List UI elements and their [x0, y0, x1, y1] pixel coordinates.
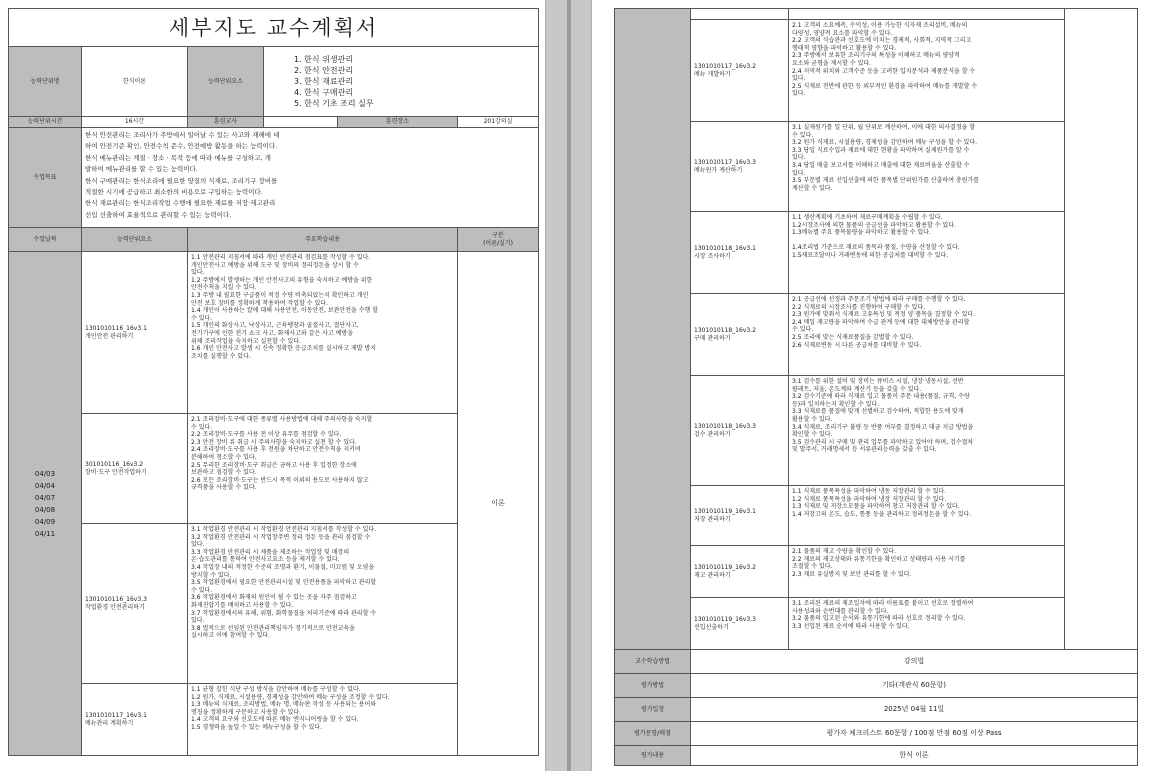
row-content: 3.1 조리된 재료의 제조일자에 따라 이름표를 붙이고 선호로 정렬하여 사용성과와 순번대를 관리할 수 있다. 3.2 물품의 입고된 순서와 유통기한에 따라 선호로 정리할 수 있다. 3.3 선입된 재료 순서에 따라 사용할 수 있다. — [789, 598, 1065, 650]
evaluation-content-value: 한식 이론 — [691, 746, 1138, 766]
document-page-2 — [592, 0, 1155, 771]
row-unit-code — [691, 9, 789, 20]
row-content: 2.1 조리장비·도구에 대한 종류별 사용방법에 대해 주의사항을 숙지할 수 있다. 2.2 조리장비·도구를 사용 전 이상 유무를 점검할 수 있다. 2.3 안전 장비 류 취급 시 주의사항을 숙지하고 실천 할 수 있다. 2.4 조리장비·도구를 사용 후 전원을 차단하고 안전수칙을 지키며 분해하여 청소할 수 있다. 2.5 무리한 조리장비·도구 취급은 금하고 사용 후 일정한 장소에 보관하고 점검할 수 있다. 2.6 모든 조리장비·도구는 반드시 목적 이외의 용도로 사용하지 않고 규격품을 사용할 수 있다. — [188, 414, 458, 524]
document-title: 세부지도 교수계획서 — [9, 9, 539, 47]
row-unit-code: 1301010117_16v3.3 메뉴원가 계산하기 — [691, 122, 789, 212]
teaching-method-value: 강의법 — [691, 650, 1138, 674]
row-unit-code: 1301010118_16v3.3 검수 관리하기 — [691, 376, 789, 486]
objective-text: 한식 안전관리는 조리사가 주방에서 일어날 수 있는 사고와 재해에 대 하여 안전기준 확인, 안전수칙 준수, 안전예방 활동을 하는 능력이다. 한식 메뉴관리는 계절 · 장소 · 목적 등에 따라 메뉴를 구성하고, 개 발하여 메뉴관리를 할 수 있는 능력이다. 한식 구매관리는 한식조리에 필요한 양질의 식재료, 조리기구 장비를 적절한 시기에 공급하고 최소한의 비용으로 구입하는 능력이다. 한식 재료관리는 한식조리작업 수행에 필요한 재료를 저장·재고관리 선입 선출하여 효율적으로 관리할 수 있는 능력이다. — [82, 128, 539, 228]
teaching-method-label: 교수학습방법 — [615, 650, 691, 674]
unit-element-item: 3. 한식 재료관리 — [294, 77, 354, 86]
division-header-line2: (이론/실기) — [483, 239, 513, 247]
row-unit-code: 1301010118_16v3.1 시장 조사하기 — [691, 212, 789, 294]
unit-name-value: 한식이론 — [82, 47, 188, 117]
col-header-content: 주요학습내용 — [188, 228, 458, 252]
page-gap-divider — [567, 0, 571, 771]
row-content: 1.1 안전관리 지침서에 따라 개인 안전관리 점검표를 작성할 수 있다. 개인안전사고 예방을 위해 도구 및 장비의 정리정돈을 상시 할 수 있다. 1.2 주방에서 발생하는 개인 안전사고의 유형을 숙지하고 예방을 위한 안전수칙을 지킬 수 있다. 1.3 주방 내 필요한 구급품이 적정 수량 비축되었는지 확인하고 개인 안전 보호 장비를 정확하게 착용하여 작업할 수 있다. 1.4 개인이 사용하는 칼에 대해 사용안전, 이동안전, 보관안전을 수행 할 수 있다. 1.5 개인의 화상사고, 낙상사고, 근육팽창과 골절사고, 절단사고, 전기기구에 인한 전기 쇼크 사고, 화재사고와 같은 사고 예방을 위해 조리작업을 숙지하고 실천할 수 있다. 1.6 개인 안전사고 발생 시 신속 정확한 응급조치를 실시하고 재발 방지 조치를 실행할 수 있다. — [188, 252, 458, 414]
training-place-value: 201강의실 — [458, 117, 539, 128]
row-content: 1.1 식재료 품목특성을 파악하여 냉동 저장관리 할 수 있다. 1.2 식재료 품목특성을 파악하여 냉장 저장관리 할 수 있다. 1.3 식재료 및 저장소모품을 파악하여 창고 저장관리 할 수 있다. 1.4 저장고의 온도, 습도, 통풍 등을 관리하고 정리정돈을 할 수 있다. — [789, 486, 1065, 546]
row-content: 2.1 물품의 재고 수량을 확인할 수 있다. 2.2 재료의 재고상태와 유통기한을 확인하고 상태량과 사용 시기를 조절할 수 있다. 2.3 재료 유실방지 및 보안 관리를 할 수 있다. — [789, 546, 1065, 598]
evaluation-method-label: 평가방법 — [615, 674, 691, 698]
col-header-division — [458, 228, 539, 252]
row-content — [789, 9, 1065, 20]
unit-element-item: 5. 한식 기초 조리 실무 — [294, 99, 374, 108]
unit-name-label: 능력단위명 — [9, 47, 82, 117]
instructor-value — [264, 117, 338, 128]
row-content: 3.1 검수를 위한 설비 및 장비는 큐비스 시설, 냉장·냉동시설, 선반 팔레트, 저울, 온도계와 계산기 등을 갖출 수 있다. 3.2 검수기준에 따라 식재료 입고 물품이 주문 내용(품질, 규격, 수량 등)과 일치하는지 확인할 수 있다. 3.3 식재료를 품질에 맞게 선별하고 검수하여, 적합한 용도에 맞게 활용할 수 있다. 3.4 식재료, 조리기구 불량 등 반품 여부를 결정하고 대금 지급 방법을 확인할 수 있다. 3.5 검수관리 시 구매 및 관리 업무를 파악하고 있어야 하며, 검수절차 및 발주서, 거래명세서 등 서류관리능력을 갖출 수 있다. — [789, 376, 1065, 486]
lesson-plan-table-continued — [614, 8, 1138, 766]
row-unit-code: 1301010119_16v3.1 저장 관리하기 — [691, 486, 789, 546]
row-unit-code: 301010116_16v3.2 장비·도구 안전작업하기 — [82, 414, 188, 524]
unit-element-item: 1. 한식 위생관리 — [294, 55, 354, 64]
unit-element-item: 4. 한식 구매관리 — [294, 88, 354, 97]
unit-time-value: 16시간 — [82, 117, 188, 128]
evaluation-score-label: 평가문항/배점 — [615, 722, 691, 746]
col-header-element: 능력단위요소 — [82, 228, 188, 252]
training-place-label: 훈련장소 — [338, 117, 458, 128]
evaluation-method-value: 기타(객관식 60문항) — [691, 674, 1138, 698]
row-content: 2.1 공급선에 선정과 주문조기 방법에 따라 구매를 수행할 수 있다. 2.2 식재료의 시장조사를 진행하여 구매할 수 있다. 2.3 원가에 맞춰서 식재료 고유특성 및 적정 양 품목을 결정할 수 있다. 2.4 매일 재고량을 파악하여 수급 관계 등에 대한 대체방안을 관리할 수 있다. 2.5 조리에 맞는 식재료품질을 감별할 수 있다. 2.6 식재료변동 시 다른 공급처를 대비할 수 있다. — [789, 294, 1065, 376]
lesson-dates-continued — [615, 9, 691, 650]
division-header-line1: 구분 — [492, 231, 504, 239]
evaluation-date-value: 2025년 04월 11일 — [691, 698, 1138, 722]
document-page-1 — [0, 0, 545, 771]
row-unit-code: 1301010117_16v3.2 메뉴 개발하기 — [691, 20, 789, 122]
evaluation-content-label: 평가내용 — [615, 746, 691, 766]
row-unit-code: 1301010116_16v3.1 개인안전 관리하기 — [82, 252, 188, 414]
division-value: 이론 — [458, 252, 539, 756]
objective-label: 수업목표 — [9, 128, 82, 228]
row-content: 3.1 작업환경 안전관리 시 작업환경 안전관리 지침서를 작성할 수 있다. 3.2 작업환경 안전관리 시 작업장주변 정리 정돈 등을 관리 점검할 수 있다. 3.3 작업환경 안전관리 시 제품을 제조하는 작업장 및 매장의 온·습도관리를 통하여 안전사고요소 등을 제거할 수 있다. 3.4 작업장 내의 적정한 수준의 조명과 환기, 이물질, 미끄럼 및 오염을 방지할 수 있다. 3.5 작업환경에서 필요한 안전관리시설 및 안전용품을 파악하고 관리할 수 있다. 3.6 작업환경에서 화재의 원인이 될 수 있는 곳을 자주 점검하고 화재진압기를 배치하고 사용할 수 있다. 3.7 작업환경에서의 유해, 위험, 화학물질을 처리기준에 따라 관리할 수 있다. 3.8 법적으로 선임된 안전관리책임자가 정기적으로 안전교육을 실시하고 이에 참여할 수 있다. — [188, 524, 458, 684]
lesson-dates: 04/03 04/04 04/07 04/08 04/09 04/11 — [9, 252, 82, 756]
row-content: 1.1 생산계획에 기초하여 재료구매계획을 수립할 수 있다. 1.2시장조사에 의한 물품의 공급선을 파악하고 활용할 수 있다. 1.3메뉴별 주요 품목물량을 파악하고 활용할 수 있다. 1.4조리법 기준으로 재료의 품목과 품질, 수량을 산정할 수 있다. 1.5재료조달이나 거래변동에 의한 공급처를 대비할 수 있다. — [789, 212, 1065, 294]
instructor-label: 훈련교사 — [188, 117, 264, 128]
unit-time-label: 능력단위시간 — [9, 117, 82, 128]
unit-element-item: 2. 한식 안전관리 — [294, 66, 354, 75]
row-content: 3.1 실제원가를 일 단위, 월 단위로 계산하여, 이에 대한 의사결정을 할 수 있다. 3.2 원가 식재료, 시설용량, 경제성을 감안하여 메뉴 구성을 할 수 있다. 3.3 당일 식료수입과 재료에 대한 현황을 파악하여 실제원가를 알 수 있다. 3.4 당일 매출 보고서를 이해하고 매출에 대한 재료비율을 산출할 수 있다. 3.5 부문별 재료 선입선출에 의한 품목별 단위원가를 산출하여 총원가를 계산할 수 있다. — [789, 122, 1065, 212]
unit-element-label: 능력단위요소 — [188, 47, 264, 117]
unit-element-list — [264, 47, 539, 117]
lesson-plan-table — [8, 8, 539, 756]
row-content: 2.1 고객의 소요예측, 수익성, 이용 가능한 식자재 조리설비, 메뉴의 다양성, 영양적 요소를 파악할 수 있다. 2.2 고객의 식습관과 선호도에 미치는 경제적, 사회적, 지역적 그리고 행태적 영향을 파악하고 활용할 수 있다. 2.3 주방에서 보유한 조리기구의 특성을 이해하고 메뉴의 영양적 요소와 균형을 제시할 수 있다. 2.4 지역적 위치와 고객수준 등을 고려한 입지분석과 제품분석을 할 수 있다. 2.5 식재료 전반에 관한 등 외부적인 환경을 파악하여 메뉴를 개발할 수 있다. — [789, 20, 1065, 122]
division-value-continued — [1065, 9, 1138, 650]
row-content: 1.1 균형 잡힌 식단 구성 방식을 감안하여 메뉴를 구성할 수 있다. 1.2 원가, 식재료, 시설용량, 경제성을 감안하여 메뉴 구성을 조정할 수 있다. 1.3 메뉴의 식재료, 조리방법, 메뉴 명, 메뉴판 작성 등 사용되는 용어와 명칭을 정확하게 구분하고 사용할 수 있다. 1.4 고객의 요구와 선호도에 따른 메뉴 엔지니어링을 할 수 있다. 1.5 경쟁력을 높일 수 있는 메뉴구성을 할 수 있다. — [188, 684, 458, 756]
row-unit-code: 1301010119_16v3.3 선입선출하기 — [691, 598, 789, 650]
row-unit-code: 1301010119_16v3.2 재고 관리하기 — [691, 546, 789, 598]
row-unit-code: 1301010117_16v3.1 메뉴관리 계획하기 — [82, 684, 188, 756]
col-header-date: 수업날짜 — [9, 228, 82, 252]
row-unit-code: 1301010118_16v3.2 구매 관리하기 — [691, 294, 789, 376]
row-unit-code: 1301010116_16v3.3 작업환경 안전관리하기 — [82, 524, 188, 684]
evaluation-date-label: 평가일정 — [615, 698, 691, 722]
evaluation-score-value: 평가자 체크리스트 60문항 / 100점 만점 60점 이상 Pass — [691, 722, 1138, 746]
